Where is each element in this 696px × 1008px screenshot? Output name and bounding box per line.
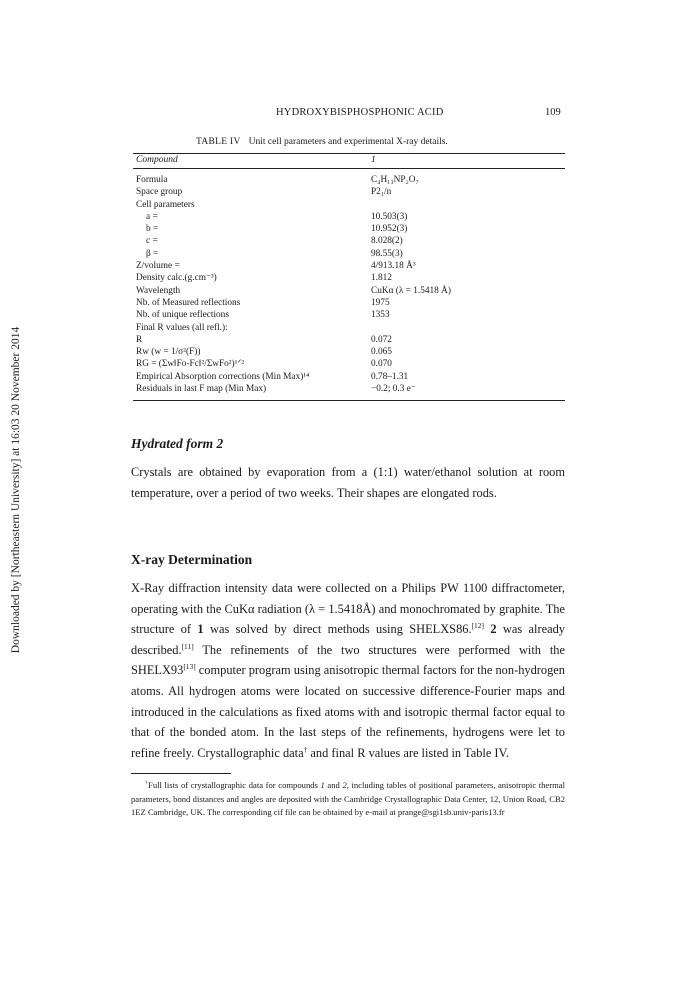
table-cell-value: 1975 [371, 297, 390, 308]
text-run: and [324, 780, 343, 790]
download-watermark [6, 230, 26, 750]
table-cell-value: CuKα (λ = 1.5418 Å) [371, 285, 451, 296]
table-row [136, 199, 566, 211]
table-cell-label: Nb. of unique reflections [136, 310, 229, 321]
table-caption-text: Unit cell parameters and experimental X-ray details. [248, 137, 448, 147]
table-row [136, 346, 566, 358]
table-row [136, 297, 566, 309]
table-label: TABLE IV [196, 137, 241, 147]
compound-ref: 1 [197, 622, 204, 637]
table-cell-value: C₄H₁₃NP₂O₇ [371, 175, 419, 185]
table-bottom-rule [133, 400, 565, 401]
table-cell-label: Density calc.(g.cm⁻³) [136, 273, 217, 284]
section-title-hydrated: Hydrated form 2 [131, 436, 224, 451]
table-cell-value: 0.072 [371, 334, 392, 345]
table-header-compound-id: 1 [371, 155, 376, 165]
table-cell-label: c = [146, 236, 158, 247]
table-cell-label: Formula [136, 175, 168, 185]
compound-ref: 2 [490, 622, 497, 637]
footnote-marker: † [145, 780, 149, 787]
table-row [136, 223, 566, 235]
table-cell-value: 4/913.18 Å³ [371, 261, 416, 272]
table-row [136, 248, 566, 260]
table-row [136, 186, 566, 198]
footnote-rule [131, 773, 231, 774]
table-row [136, 174, 566, 186]
text-run: and final R values are listed in Table IV. [307, 745, 510, 760]
table-row [136, 309, 566, 321]
table-cell-label: Cell parameters [136, 199, 195, 210]
running-title: HYDROXYBISPHOSPHONIC ACID [276, 107, 444, 118]
table-cell-label: Final R values (all refl.): [136, 322, 228, 333]
table-cell-value: 1353 [371, 310, 390, 321]
table-cell-label: Z/volume = [136, 261, 180, 272]
citation-ref: [11] [181, 641, 194, 651]
citation-ref: [12] [471, 621, 484, 631]
page-number: 109 [545, 107, 561, 118]
table-cell-label: Residuals in last F map (Min Max) [136, 384, 267, 395]
table-cell-value: 0.065 [371, 347, 392, 358]
download-watermark-text: Downloaded by [Northeastern University] at 16:03 20 November 2014 [10, 326, 22, 654]
table-cell-value: 8.028(2) [371, 236, 403, 247]
text-run: The refinements of the two structures were performed with the SHELX93 [131, 642, 565, 678]
citation-ref: [13] [183, 662, 196, 672]
table-row [136, 260, 566, 272]
table-row [136, 285, 566, 297]
table-cell-value: −0.2; 0.3 e⁻ [371, 384, 416, 395]
table-top-rule [133, 153, 565, 154]
table-cell-value [371, 322, 566, 334]
table-cell-value: 10.952(3) [371, 224, 408, 235]
section-title-xray: X-ray Determination [131, 552, 253, 567]
text-run: X-Ray diffraction intensity data were collected on a Philips PW 1100 diffractometer, operating with the CuKα radiation (λ = 1.5418Å) and monochromated by graphite. The structure of [131, 581, 565, 637]
table-row [136, 358, 566, 370]
table-body [136, 174, 566, 395]
table-cell-label: Space group [136, 187, 183, 198]
table-row [136, 272, 566, 284]
table-cell-value: 1.812 [371, 273, 392, 284]
table-cell-value: 10.503(3) [371, 211, 408, 222]
text-run: computer program using anisotropic thermal factors for the non-hydrogen atoms. All hydrogen atoms were located on successive difference-Fourier maps and introduced in the calculations as fixed atoms with and isotropic thermal factor equal to that of the bonded atom. In the last steps of the refinements, hydrogens were let to refine freely. Crystallographic data [131, 663, 565, 760]
text-run: was already described. [131, 622, 565, 657]
table-cell-label: b = [146, 224, 159, 235]
table-cell-label: Rw (w = 1/σ²(F)) [136, 347, 201, 358]
paragraph-hydrated: Crystals are obtained by evaporation from a (1:1) water/ethanol solution at room temperature, over a period of two weeks. Their shapes are elongated rods. [131, 465, 565, 500]
table-header-compound: Compound [136, 155, 178, 165]
table-row [136, 334, 566, 346]
table-cell-value: 98.55(3) [371, 248, 403, 259]
table-row [136, 211, 566, 223]
text-run: Full lists of crystallographic data for compounds [148, 780, 321, 790]
table-cell-value: 0.070 [371, 359, 392, 370]
compound-ref: 1 [320, 780, 325, 790]
table-caption [196, 137, 448, 147]
table-cell-label: Nb. of Measured reflections [136, 297, 241, 308]
table-cell-label: a = [146, 211, 158, 222]
table-cell-value: 0.78–1.31 [371, 371, 409, 382]
table-cell-value [371, 199, 566, 211]
paragraph-xray [131, 578, 565, 763]
footnote-marker: † [303, 744, 308, 754]
table-cell-label: RG = (Σw‖Fo-Fc‖²/ΣwFo²)¹ᐟ² [136, 359, 245, 370]
table-cell-label: R [136, 334, 143, 345]
text-run: was solved by direct methods using SHELXS86. [203, 622, 472, 637]
table-row [136, 371, 566, 383]
table-cell-value: P2₁/n [371, 187, 392, 198]
compound-ref: 2 [342, 780, 347, 790]
table-row [136, 322, 566, 334]
table-header-rule [133, 168, 565, 169]
table-cell-label: Wavelength [136, 285, 181, 296]
table-row [136, 383, 566, 395]
table-cell-label: β = [146, 248, 159, 259]
table-row [136, 235, 566, 247]
table-cell-label: Empirical Absorption corrections (Min Max)¹⁴ [136, 371, 310, 382]
text-run: , including tables of positional parameters, anisotropic thermal parameters, bond distances and angles are deposited with the Cambridge Crystallographic Data Center, 12, Union Road, CB2 1EZ Cambridge, UK. The corresponding cif file can be obtained by e-mail at prange@sgi1sb.univ-paris13.fr [131, 780, 565, 818]
footnote [131, 779, 565, 820]
